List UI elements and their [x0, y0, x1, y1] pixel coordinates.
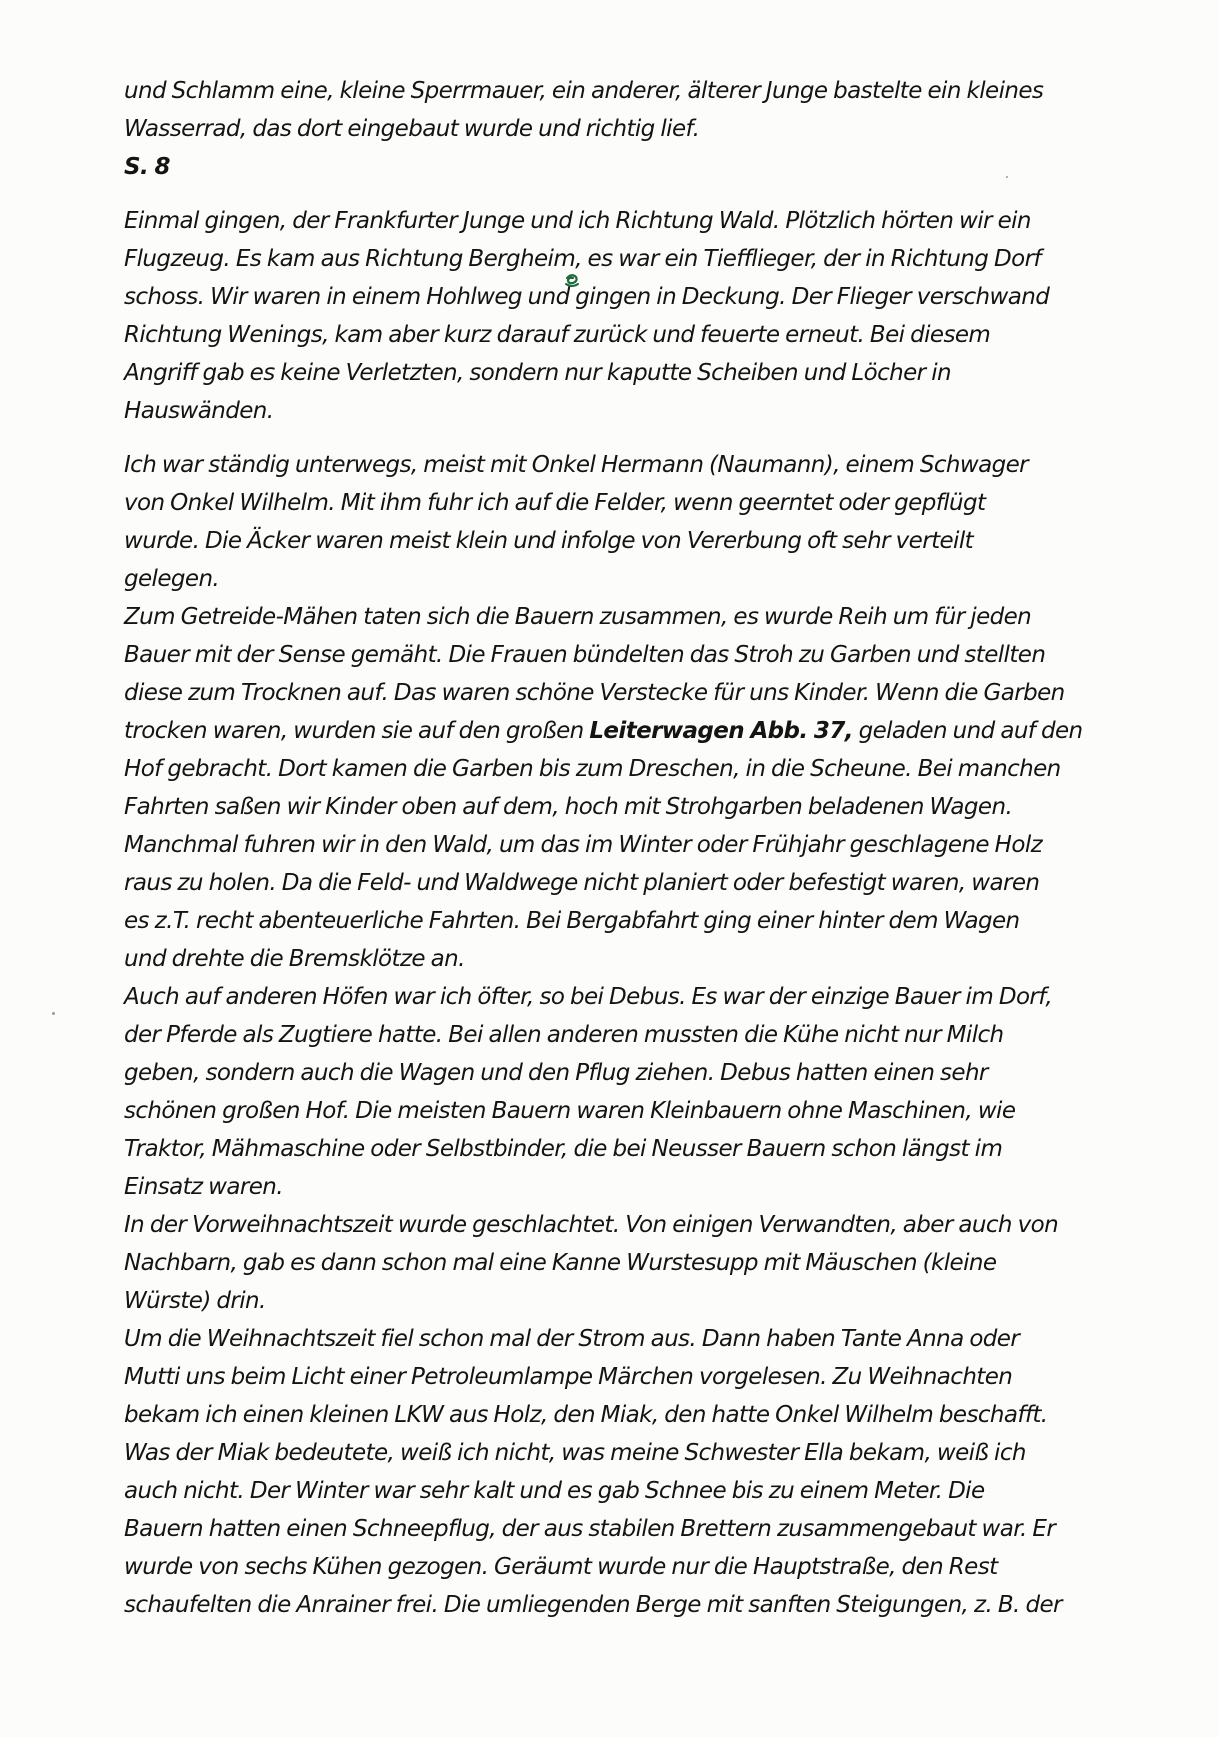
text-line: wurde. Die Äcker waren meist klein und infolge von Vererbung oft sehr verteilt: [124, 528, 974, 554]
text-line: und drehte die Bremsklötze an.: [124, 946, 465, 972]
handwritten-correction-mark-icon: [563, 272, 581, 290]
text-segment: geladen und auf den: [852, 718, 1083, 744]
text-line: Was der Miak bedeutete, weiß ich nicht, was meine Schwester Ella bekam, weiß ich: [124, 1440, 1026, 1466]
text-line: Nachbarn, gab es dann schon mal eine Kanne Wurstesupp mit Mäuschen (kleine: [124, 1250, 997, 1276]
text-line: und Schlamm eine, kleine Sperrmauer, ein anderer, älterer Junge bastelte ein kleines: [124, 78, 1044, 104]
text-line: geben, sondern auch die Wagen und den Pflug ziehen. Debus hatten einen sehr: [124, 1060, 988, 1086]
text-line: diese zum Trocknen auf. Das waren schöne Verstecke für uns Kinder. Wenn die Garben: [124, 680, 1065, 706]
scan-speck: [1006, 176, 1008, 178]
text-line: der Pferde als Zugtiere hatte. Bei allen anderen mussten die Kühe nicht nur Milch: [124, 1022, 1004, 1048]
text-line: Fahrten saßen wir Kinder oben auf dem, hoch mit Strohgarben beladenen Wagen.: [124, 794, 1013, 820]
text-line: Zum Getreide-Mähen taten sich die Bauern zusammen, es wurde Reih um für jeden: [124, 604, 1032, 630]
text-line: auch nicht. Der Winter war sehr kalt und es gab Schnee bis zu einem Meter. Die: [124, 1478, 985, 1504]
text-line: Ich war ständig unterwegs, meist mit Onkel Hermann (Naumann), einem Schwager: [124, 452, 1029, 478]
text-line: Auch auf anderen Höfen war ich öfter, so bei Debus. Es war der einzige Bauer im Dorf,: [124, 984, 1053, 1010]
text-line: von Onkel Wilhelm. Mit ihm fuhr ich auf die Felder, wenn geerntet oder gepflügt: [124, 490, 986, 516]
text-line: Flugzeug. Es kam aus Richtung Bergheim, es war ein Tiefflieger, der in Richtung Dorf: [124, 246, 1041, 272]
text-line: schönen großen Hof. Die meisten Bauern waren Kleinbauern ohne Maschinen, wie: [124, 1098, 1016, 1124]
text-line: Einsatz waren.: [124, 1174, 283, 1200]
text-line: Traktor, Mähmaschine oder Selbstbinder, die bei Neusser Bauern schon längst im: [124, 1136, 1003, 1162]
text-line: raus zu holen. Da die Feld- und Waldwege nicht planiert oder befestigt waren, waren: [124, 870, 1040, 896]
page-label: S. 8: [124, 154, 170, 180]
text-line: Bauern hatten einen Schneepflug, der aus stabilen Brettern zusammengebaut war. Er: [124, 1516, 1056, 1542]
text-line-with-figure-ref: [124, 718, 1083, 744]
text-line: Hauswänden.: [124, 398, 274, 424]
text-line: es z.T. recht abenteuerliche Fahrten. Bei Bergabfahrt ging einer hinter dem Wagen: [124, 908, 1020, 934]
text-segment: trocken waren, wurden sie auf den großen: [124, 718, 590, 744]
text-line: In der Vorweihnachtszeit wurde geschlachtet. Von einigen Verwandten, aber auch von: [124, 1212, 1059, 1238]
text-line: Hof gebracht. Dort kamen die Garben bis zum Dreschen, in die Scheune. Bei manchen: [124, 756, 1061, 782]
scan-speck: [52, 1012, 55, 1015]
text-line: Richtung Wenings, kam aber kurz darauf zurück und feuerte erneut. Bei diesem: [124, 322, 991, 348]
text-line: Mutti uns beim Licht einer Petroleumlampe Märchen vorgelesen. Zu Weihnachten: [124, 1364, 1013, 1390]
text-line: Bauer mit der Sense gemäht. Die Frauen bündelten das Stroh zu Garben und stellten: [124, 642, 1046, 668]
text-line: bekam ich einen kleinen LKW aus Holz, den Miak, den hatte Onkel Wilhelm beschafft.: [124, 1402, 1048, 1428]
figure-reference: Leiterwagen Abb. 37,: [589, 718, 853, 744]
text-line: Angriff gab es keine Verletzten, sondern nur kaputte Scheiben und Löcher in: [124, 360, 951, 386]
text-line: Manchmal fuhren wir in den Wald, um das im Winter oder Frühjahr geschlagene Holz: [124, 832, 1043, 858]
text-line: schoss. Wir waren in einem Hohlweg und gingen in Deckung. Der Flieger verschwand: [124, 284, 1050, 310]
text-line: gelegen.: [124, 566, 220, 592]
text-line: wurde von sechs Kühen gezogen. Geräumt wurde nur die Hauptstraße, den Rest: [124, 1554, 998, 1580]
text-line: schaufelten die Anrainer frei. Die umliegenden Berge mit sanften Steigungen, z. B. der: [124, 1592, 1062, 1618]
text-line: Einmal gingen, der Frankfurter Junge und ich Richtung Wald. Plötzlich hörten wir ein: [124, 208, 1031, 234]
text-line: Würste) drin.: [124, 1288, 266, 1314]
text-line: Um die Weihnachtszeit fiel schon mal der Strom aus. Dann haben Tante Anna oder: [124, 1326, 1020, 1352]
text-line: Wasserrad, das dort eingebaut wurde und richtig lief.: [124, 116, 700, 142]
